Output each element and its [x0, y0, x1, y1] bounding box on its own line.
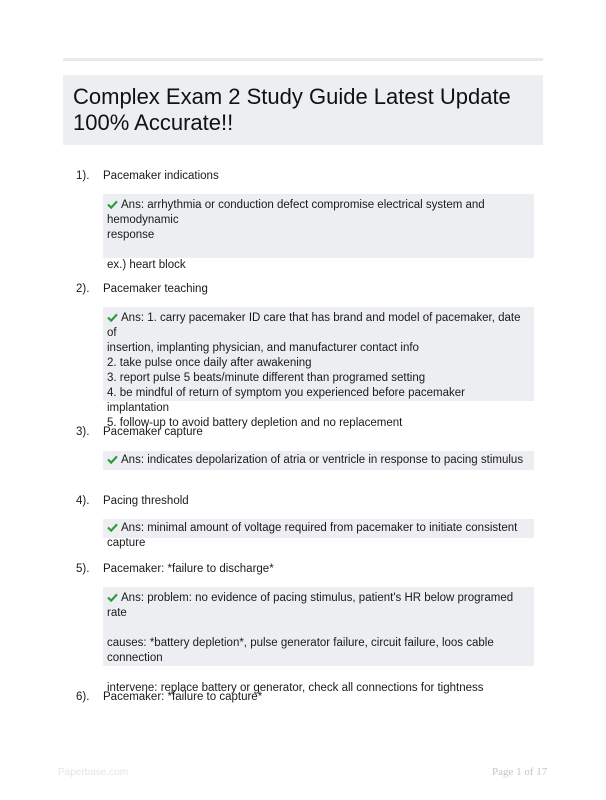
question-text: Pacemaker teaching: [103, 283, 208, 295]
answer-box: [103, 451, 534, 470]
answer-line: causes: *battery depletion*, pulse generator failure, circuit failure, loos cable connection: [107, 637, 494, 664]
check-icon: [107, 200, 118, 209]
answer-line: 4. be mindful of return of symptom you experienced before pacemaker implantation: [107, 387, 465, 414]
title-box: [63, 75, 543, 145]
question-text: Pacemaker: *failure to discharge*: [103, 563, 274, 575]
check-icon: [107, 523, 118, 532]
answer-line: Ans: arrhythmia or conduction defect compromise electrical system and hemodynamic: [107, 199, 485, 226]
answer-line: intervene: replace battery or generator, check all connections for tightness: [107, 682, 484, 694]
answer-box: [103, 519, 534, 549]
answer-line: [107, 666, 530, 681]
question-number: 5).: [76, 563, 90, 575]
answer-line: Ans: problem: no evidence of pacing stimulus, patient's HR below programed rate: [107, 592, 514, 619]
check-icon: [107, 313, 118, 322]
answer-line: response: [107, 229, 155, 241]
question-number: 1).: [76, 170, 90, 182]
question-number: 2).: [76, 283, 90, 295]
answer-line: [107, 621, 530, 636]
answer-line: insertion, implanting physician, and manufacturer contact info: [107, 342, 419, 354]
question-number: 6).: [76, 691, 90, 703]
answer-line: Ans: 1. carry pacemaker ID care that has brand and model of pacemaker, date of: [107, 312, 521, 339]
question-text: Pacemaker indications: [103, 170, 219, 182]
question-number: 3).: [76, 426, 90, 438]
check-icon: [107, 455, 118, 464]
page-title: [73, 84, 533, 136]
answer-line: 3. report pulse 5 beats/minute different than programed setting: [107, 372, 426, 384]
answer-box: [103, 194, 534, 271]
answer-line: Ans: indicates depolarization of atria or ventricle in response to pacing stimulus: [107, 453, 530, 468]
question-number: 4).: [76, 495, 90, 507]
question-text: Pacemaker: *failure to capture*: [103, 691, 263, 703]
answer-box: [103, 587, 534, 694]
answer-line: 2. take pulse once daily after awakening: [107, 357, 312, 369]
question-text: Pacing threshold: [103, 495, 189, 507]
answer-line: 5. follow-up to avoid battery depletion and no replacement: [107, 417, 403, 429]
title-line-2: 100% Accurate!!: [73, 110, 234, 135]
title-line-1: Complex Exam 2 Study Guide Latest Update: [73, 84, 511, 109]
answer-line: Ans: minimal amount of voltage required from pacemaker to initiate consistent capture: [107, 522, 518, 549]
check-icon: [107, 593, 118, 602]
page-number: Page 1 of 17: [492, 766, 548, 778]
answer-line: ex.) heart block: [107, 259, 186, 271]
answer-box: [103, 307, 534, 429]
top-rule: [63, 58, 543, 61]
answer-line: [107, 243, 530, 258]
footer-site-watermark: Paperbase.com: [58, 767, 129, 778]
question-text: Pacemaker capture: [103, 426, 203, 438]
